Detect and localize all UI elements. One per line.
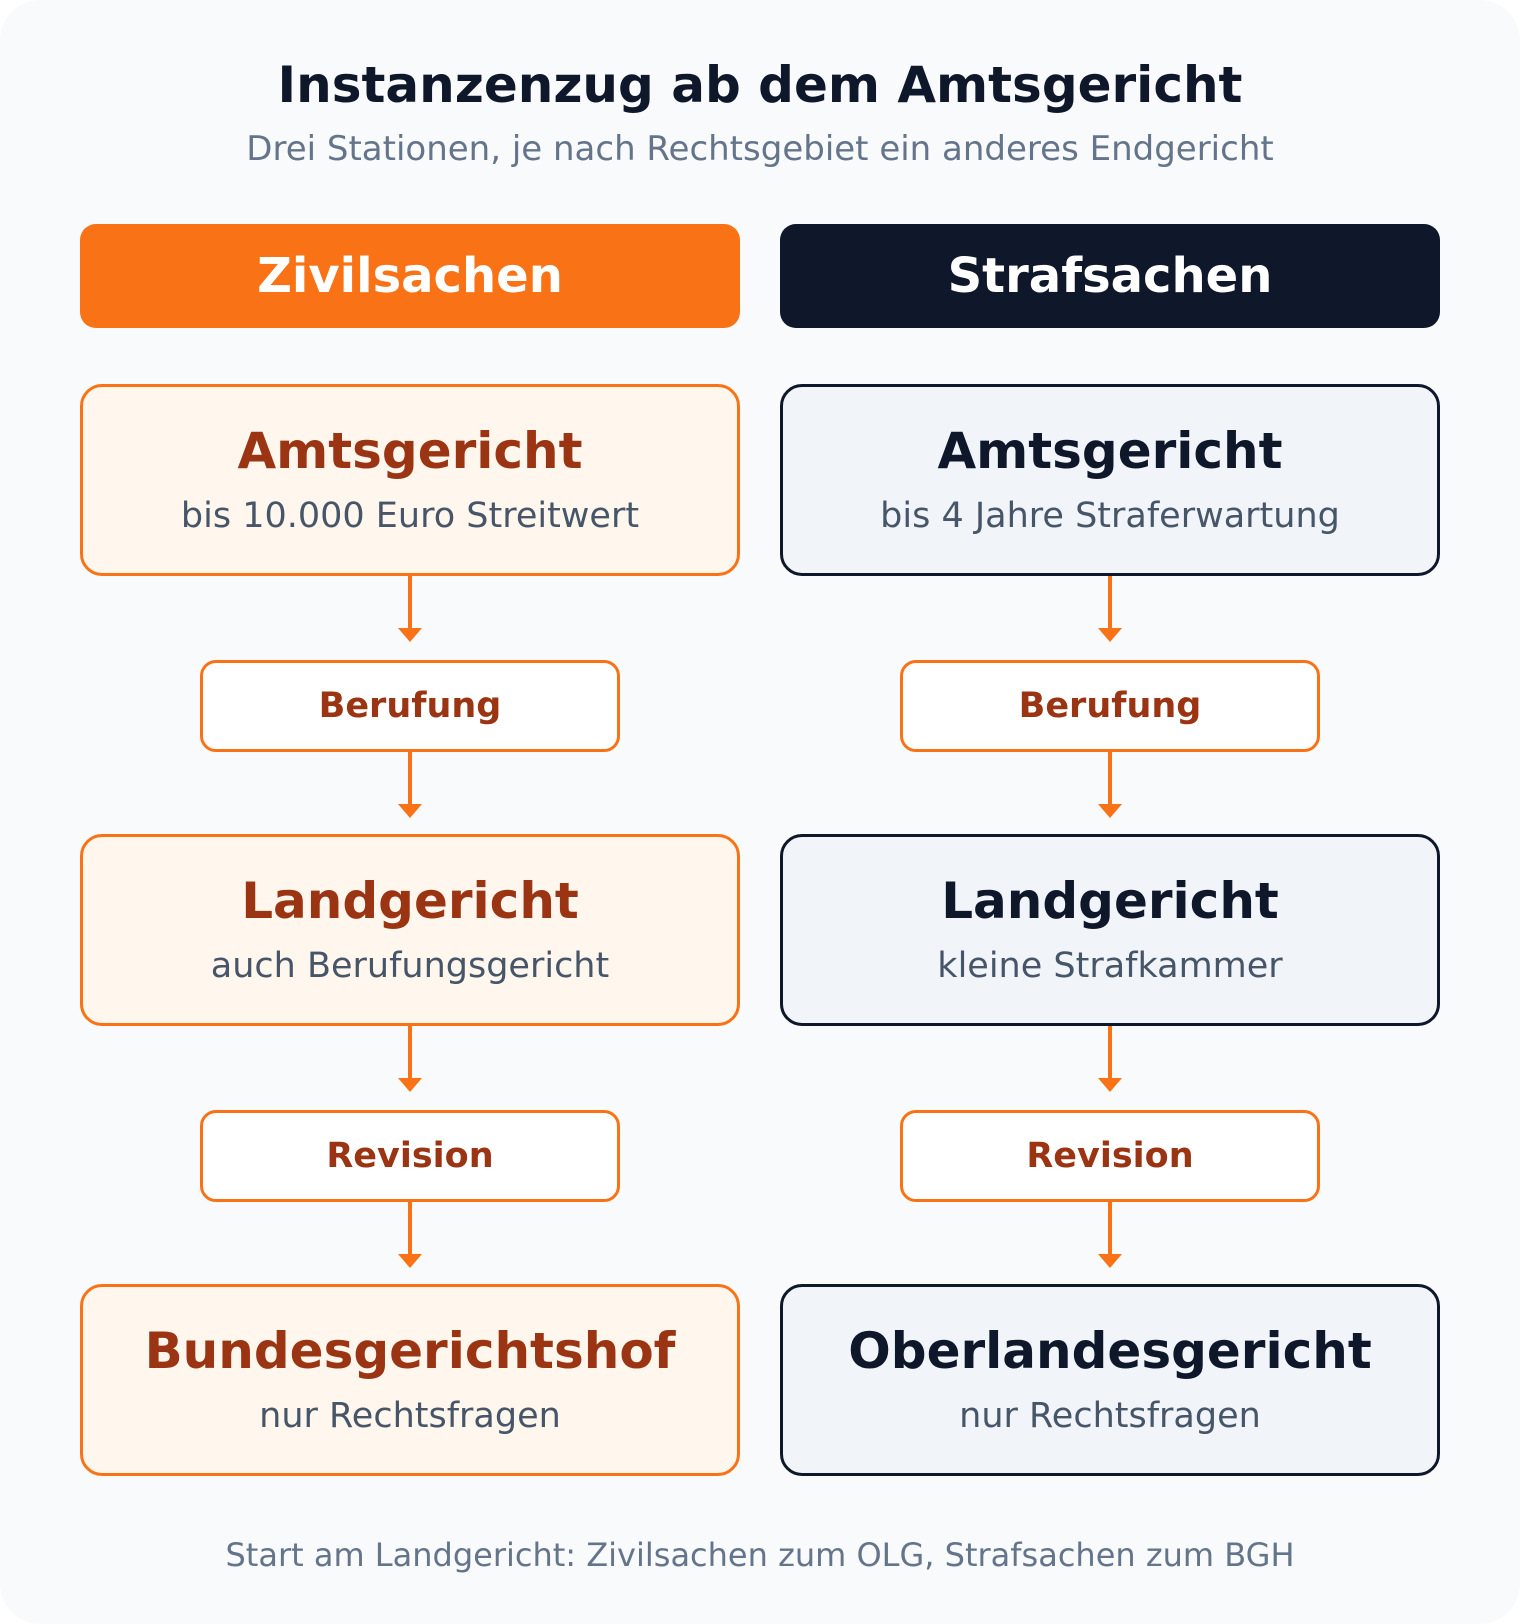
court-name: Bundesgerichtshof bbox=[144, 1322, 676, 1380]
court-name: Amtsgericht bbox=[237, 422, 583, 480]
court-description: bis 10.000 Euro Streitwert bbox=[180, 496, 640, 536]
footnote: Start am Landgericht: Zivilsachen zum OLG, Strafsachen zum BGH bbox=[225, 1536, 1295, 1574]
flow-arrow bbox=[398, 576, 422, 642]
flow-arrow bbox=[398, 752, 422, 818]
civil-court-1 bbox=[80, 384, 740, 576]
court-description: bis 4 Jahre Straferwartung bbox=[880, 496, 1340, 536]
criminal-court-1 bbox=[780, 384, 1440, 576]
court-name: Amtsgericht bbox=[937, 422, 1283, 480]
criminal-step-berufung: Berufung bbox=[900, 660, 1320, 752]
column-header-zivilsachen: Zivilsachen bbox=[80, 224, 740, 328]
civil-court-2 bbox=[80, 834, 740, 1026]
column-header-strafsachen: Strafsachen bbox=[780, 224, 1440, 328]
civil-court-3 bbox=[80, 1284, 740, 1476]
flow-arrow bbox=[1098, 752, 1122, 818]
criminal-court-3 bbox=[780, 1284, 1440, 1476]
criminal-court-2 bbox=[780, 834, 1440, 1026]
flow-arrow bbox=[1098, 576, 1122, 642]
court-description: auch Berufungsgericht bbox=[210, 946, 610, 986]
court-description: nur Rechtsfragen bbox=[259, 1396, 561, 1436]
flow-arrow bbox=[398, 1026, 422, 1092]
diagram-subtitle: Drei Stationen, je nach Rechtsgebiet ein anderes Endgericht bbox=[246, 129, 1274, 169]
civil-step-revision: Revision bbox=[200, 1110, 620, 1202]
court-description: nur Rechtsfragen bbox=[959, 1396, 1261, 1436]
flow-arrow bbox=[1098, 1202, 1122, 1268]
diagram-title: Instanzenzug ab dem Amtsgericht bbox=[277, 56, 1243, 114]
court-name: Landgericht bbox=[941, 872, 1279, 930]
civil-step-berufung: Berufung bbox=[200, 660, 620, 752]
flow-arrow bbox=[1098, 1026, 1122, 1092]
court-name: Oberlandesgericht bbox=[848, 1322, 1372, 1380]
court-description: kleine Strafkammer bbox=[937, 946, 1283, 986]
flow-arrow bbox=[398, 1202, 422, 1268]
court-name: Landgericht bbox=[241, 872, 579, 930]
criminal-step-revision: Revision bbox=[900, 1110, 1320, 1202]
